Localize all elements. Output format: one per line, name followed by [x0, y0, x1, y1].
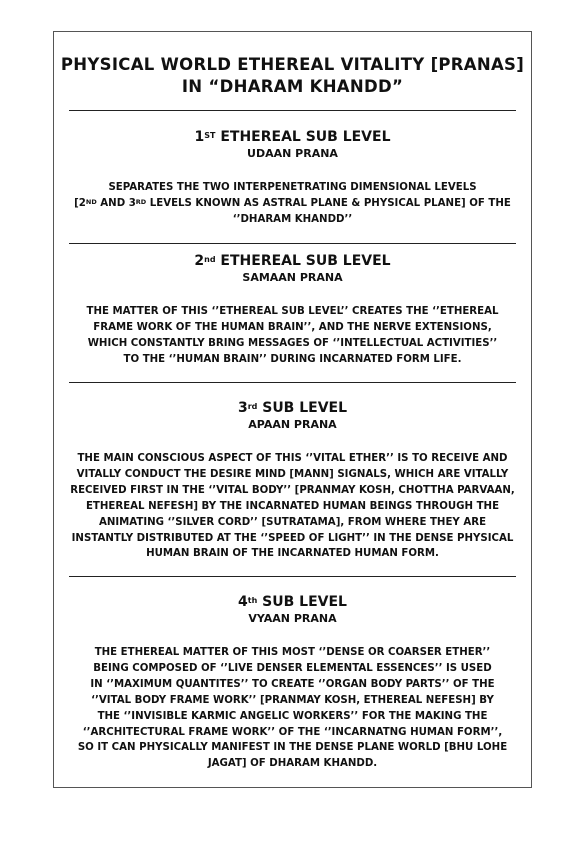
heading-ordinal: th — [247, 596, 258, 605]
section-3 — [54, 399, 531, 562]
section-4 — [54, 593, 531, 772]
heading-ordinal: ST — [204, 131, 216, 140]
section-heading — [54, 252, 531, 270]
body-line: ETHEREAL NEFESH] BY THE INCARNATED HUMAN BEINGS THROUGH THE — [85, 500, 500, 512]
body-line: BEING COMPOSED OF ‘’LIVE DENSER ELEMENTAL ESSENCES’’ IS USED — [93, 662, 492, 674]
body-line: THE ‘’INVISIBLE KARMIC ANGELIC WORKERS’’ FOR THE MAKING THE — [97, 710, 488, 722]
divider — [69, 110, 516, 111]
divider — [69, 243, 516, 244]
document-frame — [53, 31, 532, 788]
body-line: ANIMATING ‘’SILVER CORD’’ [SUTRATAMA], FROM WHERE THEY ARE — [98, 516, 487, 528]
heading-text: SUB LEVEL — [257, 400, 348, 416]
heading-number: 3 — [237, 400, 248, 416]
body-line: RECEIVED FIRST IN THE ‘’VITAL BODY’’ [PRANMAY KOSH, CHOTTHA PARVAAN, — [70, 484, 515, 496]
ordinal: RD — [135, 197, 147, 206]
body-line: SO IT CAN PHYSICALLY MANIFEST IN THE DENSE PLANE WORLD [BHU LOHE — [77, 742, 508, 754]
title-line: PHYSICAL WORLD ETHEREAL VITALITY [PRANAS] — [60, 55, 525, 74]
body-line: VITALLY CONDUCT THE DESIRE MIND [MANN] SIGNALS, WHICH ARE VITALLY — [76, 468, 509, 480]
divider — [69, 382, 516, 383]
section-subtitle: UDAAN PRANA — [247, 147, 338, 160]
section-subtitle: APAAN PRANA — [248, 418, 337, 431]
section-subtitle: VYAAN PRANA — [248, 612, 337, 625]
section-subtitle: SAMAAN PRANA — [242, 271, 343, 284]
body-line: SEPARATES THE TWO INTERPENETRATING DIMENSIONAL LEVELS — [108, 182, 477, 193]
body-line: HUMAN BRAIN OF THE INCARNATED HUMAN FORM. — [146, 548, 439, 560]
text-part: AND 3 — [96, 197, 136, 209]
body-line: THE ETHEREAL MATTER OF THIS MOST ‘’DENSE OR COARSER ETHER’’ — [94, 647, 491, 658]
section-1 — [54, 128, 531, 228]
heading-ordinal: rd — [247, 402, 258, 411]
body-line: WHICH CONSTANTLY BRING MESSAGES OF ‘’INTELLECTUAL ACTIVITIES’’ — [87, 337, 498, 349]
body-line: THE MAIN CONSCIOUS ASPECT OF THIS ‘’VITAL ETHER’’ IS TO RECEIVE AND — [77, 453, 508, 464]
body-line: IN ‘’MAXIMUM QUANTITES’’ TO CREATE ‘’ORGAN BODY PARTS’’ OF THE — [90, 678, 495, 690]
body-line — [64, 196, 521, 212]
heading-text: ETHEREAL SUB LEVEL — [215, 129, 391, 145]
heading-text: ETHEREAL SUB LEVEL — [215, 253, 391, 269]
section-body — [54, 645, 531, 772]
body-line: ‘’ARCHITECTURAL FRAME WORK’’ OF THE ‘’INCARNATNG HUMAN FORM’’, — [82, 726, 503, 738]
heading-number: 2 — [194, 253, 205, 269]
heading-ordinal: nd — [204, 255, 216, 264]
body-line: ‘’VITAL BODY FRAME WORK’’ [PRANMAY KOSH, ETHEREAL NEFESH] BY — [91, 694, 494, 706]
body-line: FRAME WORK OF THE HUMAN BRAIN’’, AND THE NERVE EXTENSIONS, — [93, 321, 492, 333]
page-title — [54, 54, 531, 98]
text-part: [2 — [74, 197, 86, 209]
heading-text: SUB LEVEL — [257, 594, 347, 610]
body-line: INSTANTLY DISTRIBUTED AT THE ‘’SPEED OF LIGHT’’ IN THE DENSE PHYSICAL — [71, 532, 514, 544]
divider — [69, 576, 516, 577]
body-line: THE MATTER OF THIS ‘’ETHEREAL SUB LEVEL’’ CREATES THE ‘’ETHEREAL — [86, 306, 499, 317]
ordinal: ND — [85, 197, 97, 206]
section-2 — [54, 252, 531, 368]
section-body — [54, 180, 531, 228]
heading-number: 4 — [238, 594, 248, 610]
heading-number: 1 — [194, 129, 205, 145]
body-line: TO THE ‘’HUMAN BRAIN’’ DURING INCARNATED FORM LIFE. — [123, 353, 462, 365]
text-part: LEVELS KNOWN AS ASTRAL PLANE & PHYSICAL PLANE] OF THE — [146, 197, 511, 209]
section-heading — [54, 593, 531, 611]
section-body — [54, 451, 531, 562]
section-heading — [54, 128, 531, 146]
section-body — [54, 304, 531, 368]
section-heading — [54, 399, 531, 417]
title-line: IN “DHARAM KHANDD” — [181, 77, 404, 96]
body-line: JAGAT] OF DHARAM KHANDD. — [207, 758, 378, 770]
body-line: ‘’DHARAM KHANDD’’ — [232, 213, 353, 225]
